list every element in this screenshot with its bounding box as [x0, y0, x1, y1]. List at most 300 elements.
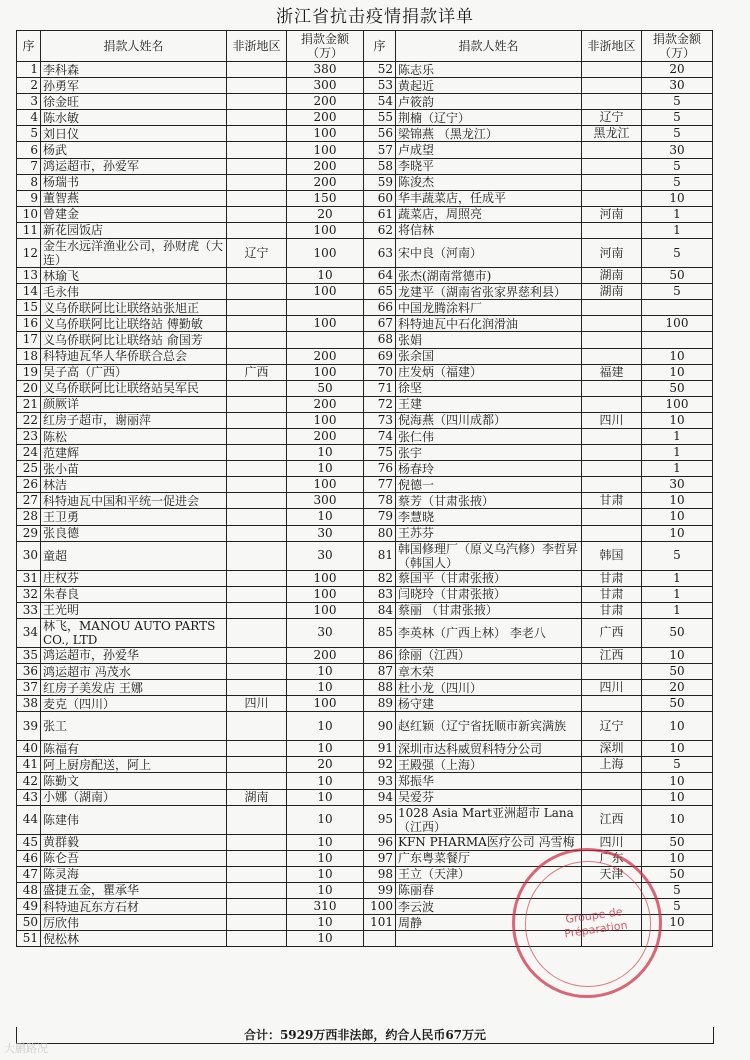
table-row [17, 332, 713, 348]
donor-name: 卢成望 [396, 142, 582, 158]
amount-cell [287, 300, 364, 316]
amount-cell: 200 [287, 428, 364, 444]
donor-name: 卢筱韵 [396, 94, 582, 110]
row-number: 11 [17, 222, 41, 238]
row-number: 24 [17, 445, 41, 461]
region-cell [227, 110, 287, 126]
region-cell [227, 126, 287, 142]
amount-cell: 50 [642, 618, 713, 647]
row-number: 62 [364, 222, 396, 238]
table-row [17, 773, 713, 789]
donor-name: 毛永伟 [41, 284, 227, 300]
region-cell [227, 477, 287, 493]
donor-name: 荆楠（辽宁） [396, 110, 582, 126]
page-title: 浙江省抗击疫情捐款详单 [276, 7, 474, 27]
region-cell [582, 300, 642, 316]
donor-name: 陈丽春 [396, 882, 582, 898]
amount-cell [642, 300, 713, 316]
amount-cell: 100 [287, 602, 364, 618]
region-cell [582, 428, 642, 444]
amount-cell: 100 [287, 586, 364, 602]
row-number: 94 [364, 789, 396, 805]
row-number: 51 [17, 931, 41, 947]
row-number: 84 [364, 602, 396, 618]
row-number: 91 [364, 741, 396, 757]
row-number: 77 [364, 477, 396, 493]
amount-cell: 10 [287, 789, 364, 805]
region-cell [227, 222, 287, 238]
row-number [364, 931, 396, 947]
row-number: 61 [364, 206, 396, 222]
row-number: 86 [364, 647, 396, 663]
donor-name: 陈勤文 [41, 773, 227, 789]
region-cell [582, 332, 642, 348]
row-number: 19 [17, 364, 41, 380]
row-number: 35 [17, 647, 41, 663]
amount-cell: 5 [642, 899, 713, 915]
region-cell [227, 509, 287, 525]
region-cell [227, 931, 287, 947]
table-row [17, 78, 713, 94]
amount-cell: 30 [287, 541, 364, 570]
table-row [17, 206, 713, 222]
region-cell: 甘肃 [582, 570, 642, 586]
amount-cell: 200 [287, 94, 364, 110]
row-number: 1 [17, 62, 41, 78]
amount-cell: 10 [642, 493, 713, 509]
donor-name: 杨守建 [396, 696, 582, 712]
donor-name: 王立（天津） [396, 866, 582, 882]
row-number: 80 [364, 525, 396, 541]
row-number: 89 [364, 696, 396, 712]
amount-cell: 200 [287, 647, 364, 663]
row-number: 98 [364, 866, 396, 882]
amount-cell: 200 [287, 110, 364, 126]
row-number: 48 [17, 882, 41, 898]
row-number: 57 [364, 142, 396, 158]
region-cell [227, 647, 287, 663]
region-cell [227, 94, 287, 110]
row-number: 97 [364, 850, 396, 866]
row-number: 37 [17, 680, 41, 696]
donor-name: 林瑜飞 [41, 268, 227, 284]
amount-cell: 100 [287, 316, 364, 332]
amount-cell: 10 [287, 850, 364, 866]
region-cell [227, 586, 287, 602]
row-number: 8 [17, 174, 41, 190]
row-number: 50 [17, 915, 41, 931]
row-number: 32 [17, 586, 41, 602]
donor-name: 中国龙腾涂料厂 [396, 300, 582, 316]
region-cell [227, 428, 287, 444]
donor-name: 科特迪瓦中石化润滑油 [396, 316, 582, 332]
amount-cell: 1 [642, 206, 713, 222]
table-row [17, 222, 713, 238]
region-cell: 四川 [227, 696, 287, 712]
table-row [17, 239, 713, 268]
row-number: 49 [17, 899, 41, 915]
row-number: 40 [17, 741, 41, 757]
amount-cell: 300 [287, 493, 364, 509]
donor-name: 林飞，MANOU AUTO PARTS CO., LTD [41, 618, 227, 647]
amount-cell: 1 [642, 428, 713, 444]
region-cell [582, 142, 642, 158]
row-number: 67 [364, 316, 396, 332]
amount-cell: 10 [642, 773, 713, 789]
region-cell [227, 899, 287, 915]
amount-cell: 200 [287, 174, 364, 190]
amount-cell: 50 [642, 380, 713, 396]
header-region: 非浙地区 [227, 31, 287, 62]
region-cell: 甘肃 [582, 493, 642, 509]
region-cell [227, 757, 287, 773]
table-row [17, 789, 713, 805]
row-number: 90 [364, 712, 396, 741]
row-number: 88 [364, 680, 396, 696]
region-cell [227, 712, 287, 741]
donor-name: 麦克（四川） [41, 696, 227, 712]
donor-name: 义乌侨联阿比让联络站张旭正 [41, 300, 227, 316]
table-row [17, 348, 713, 364]
region-cell [582, 348, 642, 364]
donor-name: 黄起近 [396, 78, 582, 94]
donor-name: 龙建平（湖南省张家界慈利县） [396, 284, 582, 300]
row-number: 23 [17, 428, 41, 444]
donor-name: 周静 [396, 915, 582, 931]
header-name: 捐款人姓名 [396, 31, 582, 62]
donor-name: 红房子美发店 王娜 [41, 680, 227, 696]
row-number: 93 [364, 773, 396, 789]
row-number: 63 [364, 239, 396, 268]
donor-name: 颜厥详 [41, 396, 227, 412]
region-cell [227, 348, 287, 364]
table-row [17, 493, 713, 509]
amount-cell: 10 [287, 664, 364, 680]
region-cell [227, 493, 287, 509]
table-row [17, 412, 713, 428]
amount-cell: 5 [642, 94, 713, 110]
table-body [17, 31, 713, 947]
donor-name: 韩国修理厂（原义乌汽修）李哲昇（韩国人） [396, 541, 582, 570]
amount-cell: 100 [287, 126, 364, 142]
row-number: 46 [17, 850, 41, 866]
amount-cell: 20 [287, 757, 364, 773]
table-row [17, 834, 713, 850]
donor-name: 王建 [396, 396, 582, 412]
donor-name: 张杰(湖南常德市) [396, 268, 582, 284]
row-number: 43 [17, 789, 41, 805]
region-cell: 黑龙江 [582, 126, 642, 142]
donor-name: 广东粤菜餐厅 [396, 850, 582, 866]
row-number: 53 [364, 78, 396, 94]
region-cell [582, 174, 642, 190]
table-row [17, 126, 713, 142]
table-row [17, 94, 713, 110]
table-row [17, 142, 713, 158]
row-number: 44 [17, 805, 41, 834]
region-cell: 河南 [582, 206, 642, 222]
amount-cell: 10 [287, 805, 364, 834]
donor-name: 徐金旺 [41, 94, 227, 110]
donor-name: 陈灵海 [41, 866, 227, 882]
region-cell [227, 866, 287, 882]
header-region: 非浙地区 [582, 31, 642, 62]
region-cell [227, 142, 287, 158]
table-row [17, 284, 713, 300]
amount-cell: 100 [287, 284, 364, 300]
amount-cell: 10 [287, 741, 364, 757]
row-number: 95 [364, 805, 396, 834]
region-cell [227, 664, 287, 680]
amount-cell: 10 [642, 190, 713, 206]
donor-name: 李云波 [396, 899, 582, 915]
donor-name: 1028 Asia Mart亚洲超市 Lana（江西） [396, 805, 582, 834]
row-number: 79 [364, 509, 396, 525]
row-number: 60 [364, 190, 396, 206]
region-cell: 福建 [582, 364, 642, 380]
amount-cell: 50 [642, 268, 713, 284]
donor-name: 杨春玲 [396, 461, 582, 477]
amount-cell [642, 332, 713, 348]
table-row [17, 364, 713, 380]
donation-table [16, 30, 713, 947]
table-row [17, 300, 713, 316]
header-seq: 序 [17, 31, 41, 62]
row-number: 92 [364, 757, 396, 773]
table-row [17, 680, 713, 696]
donor-name: 鸿运超市，孙爱华 [41, 647, 227, 663]
amount-cell: 100 [287, 696, 364, 712]
row-number: 81 [364, 541, 396, 570]
table-row [17, 696, 713, 712]
row-number: 33 [17, 602, 41, 618]
row-number: 85 [364, 618, 396, 647]
row-number: 13 [17, 268, 41, 284]
region-cell [227, 834, 287, 850]
amount-cell: 10 [287, 882, 364, 898]
amount-cell: 5 [642, 284, 713, 300]
amount-cell: 5 [642, 239, 713, 268]
row-number: 78 [364, 493, 396, 509]
donor-name: 科特迪瓦华人华侨联合总会 [41, 348, 227, 364]
donor-name: 宋中良（河南） [396, 239, 582, 268]
region-cell: 韩国 [582, 541, 642, 570]
amount-cell: 5 [642, 110, 713, 126]
row-number: 100 [364, 899, 396, 915]
donor-name: 义乌侨联阿比让联络站 傅勤敏 [41, 316, 227, 332]
region-cell [227, 284, 287, 300]
donor-name: 庄权芬 [41, 570, 227, 586]
amount-cell: 300 [287, 78, 364, 94]
table-row [17, 618, 713, 647]
amount-cell: 10 [287, 915, 364, 931]
table-row [17, 428, 713, 444]
table-row [17, 741, 713, 757]
amount-cell: 150 [287, 190, 364, 206]
row-number: 70 [364, 364, 396, 380]
donor-name: 张娟 [396, 332, 582, 348]
region-cell [582, 78, 642, 94]
row-number: 87 [364, 664, 396, 680]
header-amount: 捐款金额（万） [642, 31, 713, 62]
row-number: 41 [17, 757, 41, 773]
row-number: 55 [364, 110, 396, 126]
official-seal [512, 848, 662, 998]
region-cell [227, 268, 287, 284]
donor-name: 李英林（广西上林） 李老八 [396, 618, 582, 647]
donor-name: 将信林 [396, 222, 582, 238]
table-row [17, 664, 713, 680]
donor-name: 庄发炳（福建） [396, 364, 582, 380]
table-row [17, 541, 713, 570]
row-number: 66 [364, 300, 396, 316]
amount-cell: 100 [287, 364, 364, 380]
amount-cell: 5 [642, 541, 713, 570]
region-cell [227, 882, 287, 898]
row-number: 6 [17, 142, 41, 158]
amount-cell: 100 [642, 396, 713, 412]
table-row [17, 174, 713, 190]
amount-cell [287, 332, 364, 348]
row-number: 2 [17, 78, 41, 94]
region-cell: 四川 [582, 412, 642, 428]
amount-cell: 100 [287, 477, 364, 493]
row-number: 21 [17, 396, 41, 412]
donor-name: 张良德 [41, 525, 227, 541]
region-cell [227, 850, 287, 866]
amount-cell: 5 [642, 158, 713, 174]
donor-name: 阿上厨房配送，阿上 [41, 757, 227, 773]
amount-cell: 200 [287, 348, 364, 364]
table-row [17, 586, 713, 602]
donor-name: 盛捷五金，瞿承华 [41, 882, 227, 898]
donor-name: 张仁伟 [396, 428, 582, 444]
amount-cell: 100 [287, 570, 364, 586]
amount-cell: 50 [642, 834, 713, 850]
row-number: 83 [364, 586, 396, 602]
donor-name: 朱春良 [41, 586, 227, 602]
row-number: 26 [17, 477, 41, 493]
region-cell [227, 525, 287, 541]
table-row [17, 477, 713, 493]
amount-cell: 50 [642, 664, 713, 680]
donor-name: 陈水敏 [41, 110, 227, 126]
donor-name: 倪海燕（四川成都） [396, 412, 582, 428]
donor-name: KFN PHARMA医疗公司 冯雪梅 [396, 834, 582, 850]
row-number: 96 [364, 834, 396, 850]
region-cell [582, 525, 642, 541]
region-cell [582, 789, 642, 805]
amount-cell: 30 [642, 477, 713, 493]
region-cell: 天津 [582, 866, 642, 882]
amount-cell: 10 [287, 445, 364, 461]
donor-name: 陈浚杰 [396, 174, 582, 190]
region-cell [227, 332, 287, 348]
region-cell: 江西 [582, 647, 642, 663]
table-row [17, 509, 713, 525]
region-cell [582, 461, 642, 477]
donor-name: 刘日仪 [41, 126, 227, 142]
region-cell [227, 174, 287, 190]
amount-cell: 30 [642, 142, 713, 158]
region-cell: 广西 [582, 618, 642, 647]
table-row [17, 647, 713, 663]
amount-cell: 380 [287, 62, 364, 78]
header-name: 捐款人姓名 [41, 31, 227, 62]
region-cell [227, 396, 287, 412]
donor-name: 陈松 [41, 428, 227, 444]
donor-name: 王殿强（上海） [396, 757, 582, 773]
region-cell: 辽宁 [227, 239, 287, 268]
donor-name: 鸿运超市，孙爱军 [41, 158, 227, 174]
donor-name: 曾建金 [41, 206, 227, 222]
amount-cell: 100 [287, 412, 364, 428]
amount-cell: 5 [642, 126, 713, 142]
donor-name: 义乌侨联阿比让联络站吴军民 [41, 380, 227, 396]
table-row [17, 602, 713, 618]
donor-name: 金生水远洋渔业公司，孙财虎（大连） [41, 239, 227, 268]
region-cell [227, 541, 287, 570]
table-row [17, 525, 713, 541]
region-cell [582, 94, 642, 110]
donor-name: 童超 [41, 541, 227, 570]
row-number: 71 [364, 380, 396, 396]
amount-cell: 10 [642, 525, 713, 541]
donor-name: 倪德一 [396, 477, 582, 493]
region-cell [227, 190, 287, 206]
row-number: 73 [364, 412, 396, 428]
donor-name: 张工 [41, 712, 227, 741]
region-cell [227, 300, 287, 316]
region-cell [227, 570, 287, 586]
region-cell [582, 380, 642, 396]
donor-name: 蔬菜店，周照亮 [396, 206, 582, 222]
amount-cell: 50 [642, 866, 713, 882]
row-number: 14 [17, 284, 41, 300]
region-cell [227, 618, 287, 647]
amount-cell: 20 [287, 206, 364, 222]
row-number: 72 [364, 396, 396, 412]
region-cell [582, 396, 642, 412]
row-number: 59 [364, 174, 396, 190]
row-number: 74 [364, 428, 396, 444]
donor-name: 吴子高（广西） [41, 364, 227, 380]
row-number: 28 [17, 509, 41, 525]
donor-name: 新花园饭店 [41, 222, 227, 238]
amount-cell: 1 [642, 586, 713, 602]
table-row [17, 445, 713, 461]
table-row [17, 396, 713, 412]
region-cell [227, 680, 287, 696]
table-row [17, 158, 713, 174]
amount-cell: 1 [642, 570, 713, 586]
region-cell [582, 222, 642, 238]
region-cell [582, 316, 642, 332]
region-cell: 湖南 [227, 789, 287, 805]
region-cell: 湖南 [582, 268, 642, 284]
row-number: 10 [17, 206, 41, 222]
row-number: 75 [364, 445, 396, 461]
donor-name: 蔡丽 （甘肃张掖） [396, 602, 582, 618]
row-number: 65 [364, 284, 396, 300]
donor-name: 梁锦燕 （黑龙江） [396, 126, 582, 142]
amount-cell: 10 [287, 509, 364, 525]
table-row [17, 570, 713, 586]
donor-name: 徐丽（江西） [396, 647, 582, 663]
row-number: 5 [17, 126, 41, 142]
row-number: 22 [17, 412, 41, 428]
donor-name: 王光明 [41, 602, 227, 618]
